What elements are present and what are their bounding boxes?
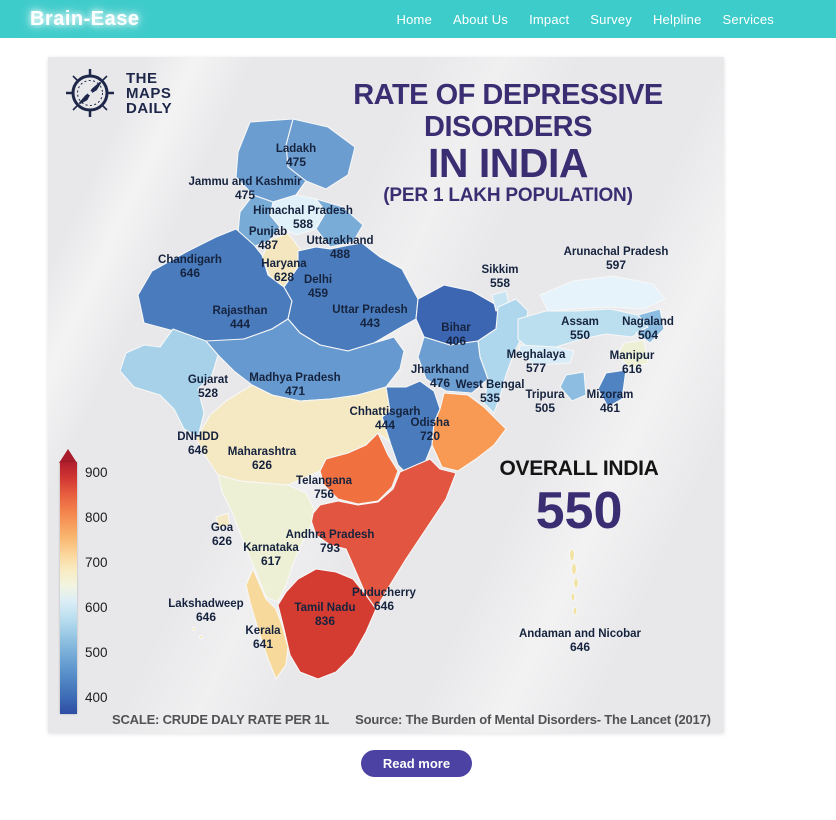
state-value-telangana: 756 <box>313 487 335 501</box>
state-value-jharkhand: 476 <box>429 376 451 390</box>
lakshadweep-islands <box>192 627 202 638</box>
state-label-assam: Assam <box>561 316 599 328</box>
state-label-manipur: Manipur <box>609 350 655 362</box>
state-value-tamil-nadu: 836 <box>314 614 336 628</box>
legend-tick-700: 700 <box>85 555 108 570</box>
state-label-dnhdd: DNHDD <box>177 431 219 443</box>
state-label-nagaland: Nagaland <box>622 316 674 328</box>
state-value-manipur: 616 <box>621 362 643 376</box>
state-label-goa: Goa <box>210 522 234 534</box>
state-label-tamil-nadu: Tamil Nadu <box>294 602 356 614</box>
state-label-uttarakhand: Uttarakhand <box>306 235 374 247</box>
state-label-bihar: Bihar <box>441 322 471 334</box>
legend-tick-800: 800 <box>85 510 108 525</box>
state-value-mizoram: 461 <box>599 401 621 415</box>
title-line-2: DISORDERS <box>424 111 592 143</box>
state-value-kerala: 641 <box>252 637 274 651</box>
state-value-west-bengal: 535 <box>479 391 501 405</box>
map-caption <box>112 712 711 727</box>
state-label-punjab: Punjab <box>248 226 288 238</box>
state-label-west-bengal: West Bengal <box>455 379 525 391</box>
state-label-andhra: Andhra Pradesh <box>285 529 375 541</box>
state-label-ladakh: Ladakh <box>275 143 317 155</box>
state-value-karnataka: 617 <box>260 554 282 568</box>
nav-item-services[interactable]: Services <box>722 11 774 27</box>
nav-item-helpline[interactable]: Helpline <box>652 11 702 27</box>
state-label-odisha: Odisha <box>410 417 450 429</box>
legend-tick-500: 500 <box>85 645 108 660</box>
legend-arrow-icon <box>59 449 77 463</box>
overall-india-value: 550 <box>535 482 623 540</box>
state-value-assam: 550 <box>569 328 591 342</box>
india-choropleth-map <box>48 57 724 733</box>
legend-tick-600: 600 <box>85 600 108 615</box>
state-value-rajasthan: 444 <box>229 317 251 331</box>
maps-daily-wordmark: THE MAPS DAILY <box>126 69 173 117</box>
state-value-madhya-pradesh: 471 <box>284 384 306 398</box>
state-label-meghalaya: Meghalaya <box>506 349 566 361</box>
overall-india-label: OVERALL INDIA <box>499 457 659 480</box>
andaman-islands <box>570 549 579 615</box>
state-value-uttar-pradesh: 443 <box>359 316 381 330</box>
state-label-jammu-kashmir: Jammu and Kashmir <box>188 176 302 188</box>
state-label-uttar-pradesh: Uttar Pradesh <box>332 304 408 316</box>
state-value-andaman: 646 <box>569 640 591 654</box>
title-line-1: RATE OF DEPRESSIVE <box>353 79 663 111</box>
state-value-chandigarh: 646 <box>179 266 201 280</box>
state-label-arunachal: Arunachal Pradesh <box>563 246 669 258</box>
state-value-lakshadweep: 646 <box>195 610 217 624</box>
title-line-3: IN INDIA <box>428 140 588 186</box>
state-value-arunachal: 597 <box>605 258 627 272</box>
state-value-chhattisgarh: 444 <box>374 418 396 432</box>
state-value-uttarakhand: 488 <box>329 247 351 261</box>
caption-scale-text: SCALE: CRUDE DALY RATE PER 1L <box>112 712 330 727</box>
legend-gradient-bar <box>60 462 77 714</box>
nav-item-impact[interactable]: Impact <box>529 11 570 27</box>
state-value-nagaland: 504 <box>637 328 659 342</box>
legend-tick-900: 900 <box>85 465 108 480</box>
state-value-ladakh: 475 <box>285 155 307 169</box>
state-value-andhra: 793 <box>319 541 341 555</box>
state-label-maharashtra: Maharashtra <box>227 446 297 458</box>
state-value-jammu-kashmir: 475 <box>234 188 256 202</box>
state-value-odisha: 720 <box>419 429 441 443</box>
state-value-delhi: 459 <box>307 286 329 300</box>
state-label-madhya-pradesh: Madhya Pradesh <box>249 372 341 384</box>
state-value-meghalaya: 577 <box>525 361 547 375</box>
brand-logo[interactable]: Brain-Ease <box>30 7 140 30</box>
overall-india-block <box>459 457 699 540</box>
state-label-haryana: Haryana <box>261 258 307 270</box>
state-value-haryana: 628 <box>273 270 295 284</box>
state-value-bihar: 406 <box>445 334 467 348</box>
state-label-jharkhand: Jharkhand <box>410 364 470 376</box>
state-value-dnhdd: 646 <box>187 443 209 457</box>
nav-menu <box>397 12 774 27</box>
state-label-karnataka: Karnataka <box>243 542 299 554</box>
state-label-himachal: Himachal Pradesh <box>253 205 353 217</box>
top-nav-bar <box>0 0 836 38</box>
state-value-maharashtra: 626 <box>251 458 273 472</box>
read-more-button[interactable]: Read more <box>361 750 472 777</box>
state-value-sikkim: 558 <box>489 276 511 290</box>
nav-item-survey[interactable]: Survey <box>590 11 632 27</box>
legend-tick-400: 400 <box>85 690 108 705</box>
title-subtitle: (PER 1 LAKH POPULATION) <box>383 185 633 206</box>
state-value-goa: 626 <box>211 534 233 548</box>
caption-source-text: Source: The Burden of Mental Disorders- The Lancet (2017) <box>355 712 711 727</box>
nav-item-home[interactable]: Home <box>396 11 432 27</box>
infographic-map-card <box>48 57 724 733</box>
state-label-andaman: Andaman and Nicobar <box>518 628 642 640</box>
state-label-chhattisgarh: Chhattisgarh <box>349 406 421 418</box>
state-label-telangana: Telangana <box>295 475 353 487</box>
nav-item-about-us[interactable]: About Us <box>453 11 509 27</box>
state-label-puducherry: Puducherry <box>352 587 416 599</box>
color-scale-legend <box>58 449 128 727</box>
state-value-punjab: 487 <box>257 238 279 252</box>
state-value-tripura: 505 <box>534 401 556 415</box>
state-label-tripura: Tripura <box>525 389 565 401</box>
state-value-gujarat: 528 <box>197 386 219 400</box>
state-label-rajasthan: Rajasthan <box>212 305 268 317</box>
state-label-kerala: Kerala <box>245 625 281 637</box>
state-label-gujarat: Gujarat <box>187 374 229 386</box>
state-label-chandigarh: Chandigarh <box>158 254 222 266</box>
state-value-himachal: 588 <box>292 217 314 231</box>
state-label-sikkim: Sikkim <box>481 264 519 276</box>
state-label-delhi: Delhi <box>303 274 333 286</box>
state-value-puducherry: 646 <box>373 599 395 613</box>
state-label-lakshadweep: Lakshadweep <box>168 598 244 610</box>
state-shape-arunachal <box>540 276 665 311</box>
state-label-mizoram: Mizoram <box>586 389 634 401</box>
